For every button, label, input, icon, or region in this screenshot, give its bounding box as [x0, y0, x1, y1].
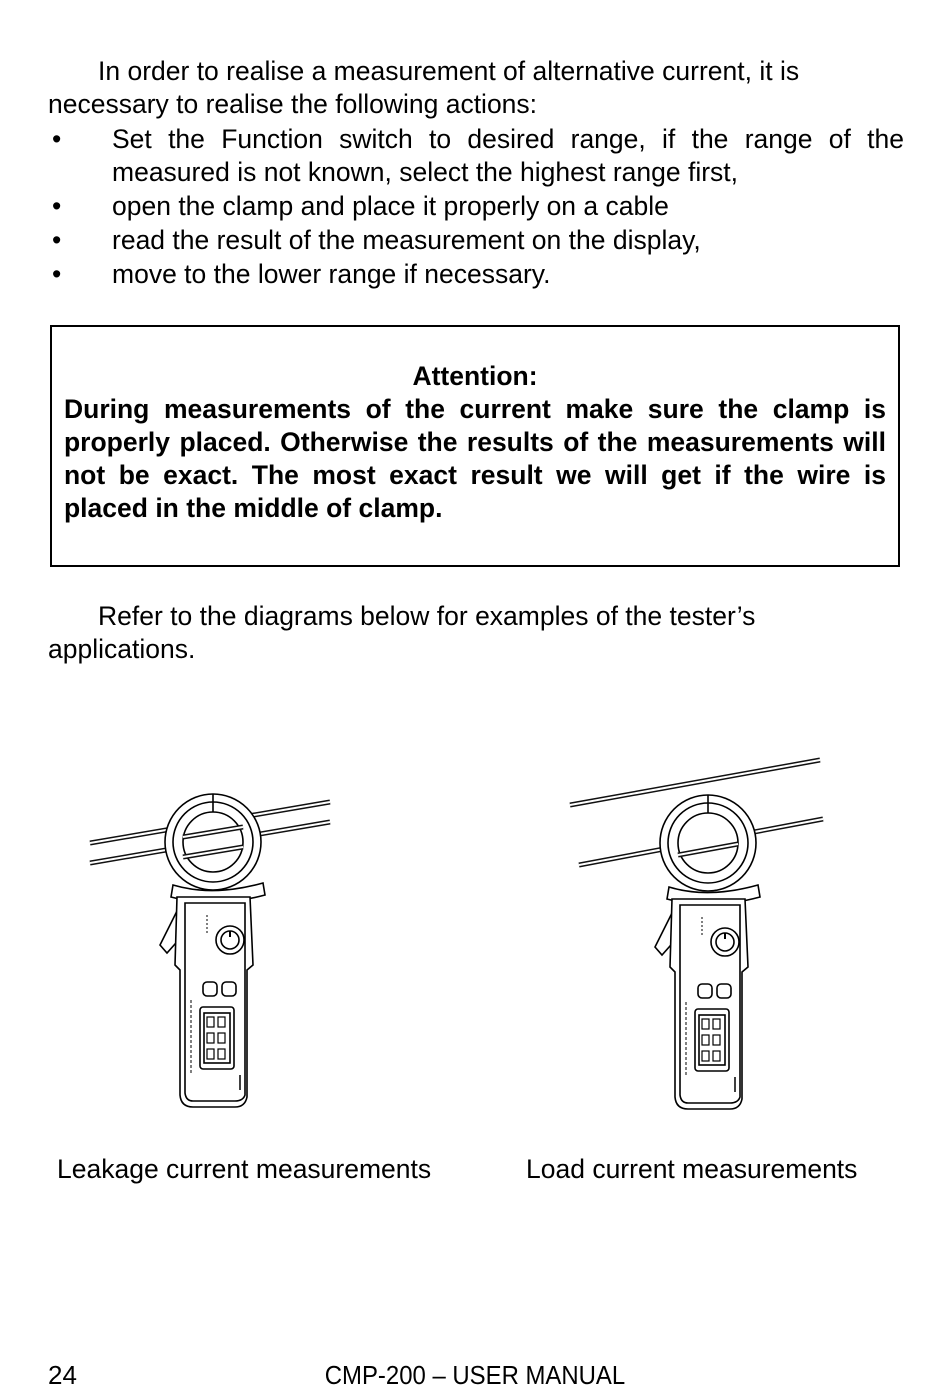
- intro-section: [48, 55, 904, 121]
- list-item: [48, 190, 904, 223]
- list-item-text: Set the Function switch to desired range, if the range of the measured is not known, select the highest range first,: [112, 124, 904, 187]
- intro-paragraph: In order to realise a measurement of alternative current, it is necessary to realise the following actions:: [48, 56, 800, 119]
- bullet-marker: •: [52, 225, 62, 255]
- bullet-marker: •: [52, 259, 62, 289]
- attention-box: [50, 325, 900, 567]
- load-current-illustration: [565, 755, 830, 1110]
- list-item-text: move to the lower range if necessary.: [112, 259, 551, 289]
- attention-title: Attention:: [412, 361, 538, 391]
- list-item-text: open the clamp and place it properly on a cable: [112, 191, 669, 221]
- list-item: [48, 224, 904, 257]
- leakage-caption: Leakage current measurements: [57, 1154, 432, 1184]
- load-caption: Load current measurements: [526, 1154, 858, 1184]
- leakage-current-illustration: [85, 785, 340, 1110]
- action-list: [48, 123, 904, 292]
- list-item-text: read the result of the measurement on the display,: [112, 225, 701, 255]
- footer-title: CMP-200 – USER MANUAL: [324, 1360, 626, 1390]
- list-item: [48, 258, 904, 291]
- attention-body: During measurements of the current make sure the clamp is properly placed. Otherwise the results of the measurements will not be exact. The most exact result we will get if the wire is placed in the middle of clamp.: [64, 394, 886, 523]
- list-item: [48, 123, 904, 189]
- bullet-marker: •: [52, 191, 62, 221]
- refer-paragraph: Refer to the diagrams below for examples of the tester’s applications.: [48, 601, 756, 664]
- page-number: 24: [48, 1360, 77, 1390]
- refer-section: [48, 600, 878, 666]
- bullet-marker: •: [52, 124, 62, 154]
